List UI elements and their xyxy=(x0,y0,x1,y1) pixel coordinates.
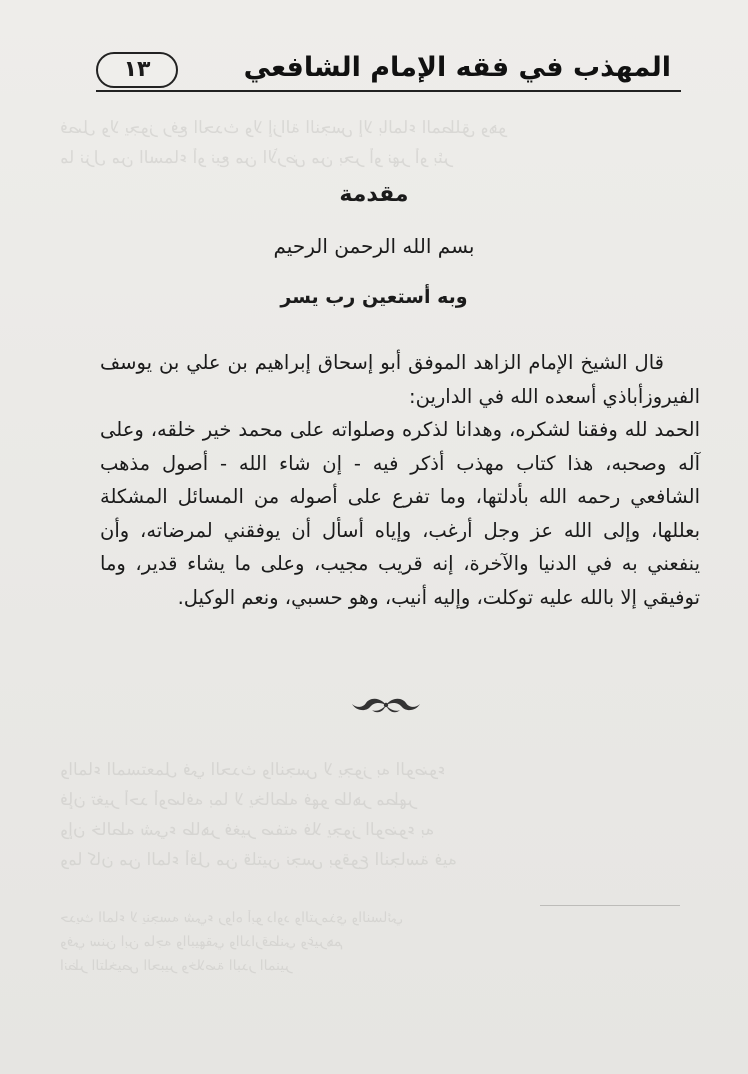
footnote-rule xyxy=(540,905,680,906)
paragraph-main: الحمد لله وفقنا لشكره، وهدانا لذكره وصلواته على محمد خير خلقه، وعلى آله وصحبه، هذا كتاب مهذب أذكر فيه - إن شاء الله - أصول مذهب الشافعي رحمه الله بأدلتها، وما تفرع على أصوله من المسائل المشكلة بعللها، وإلى الله عز وجل أرغب، وإياه أسأل أن يوفقني لمرضاته، وأن ينفعني به في الدنيا والآخرة، إنه قريب مجيب، وعلى ما يشاء قدير، وما توفيقي إلا بالله عليه توكلت، وإليه أنيب، وهو حسبي، ونعم الوكيل. xyxy=(100,418,700,609)
body-text xyxy=(100,346,700,614)
ornament-divider-icon xyxy=(346,694,426,716)
paragraph-intro: قال الشيخ الإمام الزاهد الموفق أبو إسحاق إبراهيم بن علي بن يوسف الفيروزأباذي أسعده الله في الدارين: xyxy=(100,351,700,408)
header-rule xyxy=(96,90,681,92)
invocation-line: وبه أستعين رب يسر xyxy=(280,286,468,308)
page-number-badge: ١٣ xyxy=(96,52,178,88)
section-title: مقدمة xyxy=(339,182,409,207)
book-page: فصل ولا يجوز رفع الحدث ولا إزالة النجس إلا بالماء المطلق وهو ما نزل من السماء أو نبع من الأرض من بحر أو نهر أو بئر والماء المستعمل في الحدث والنجس لا يجوز به الوضوء فإن تغير أحد أوصافه بما لا يخالطه فهو طاهر مطهر وإن خالطه شيء طاهر فغير صفته فلا يجوز الوضوء به وما كان من الماء أقل من قلتين نجس بوقوع النجاسة فيه حديث الماء لا ينجسه شيء رواه أبو داود والترمذي والنسائي وفي سنن ابن ماجه والبيهقي والدارقطني وغيرهم انظر التلخيص الحبير وخلاصة البدر المنير المهذب في فقه الإمام الشافعي ١٣ مقدمة بسم الله الرحمن الرحيم وبه أستعين رب يسر قال الشيخ الإمام الزاهد الموفق أبو إسحاق إبراهيم بن علي بن يوسف الفيروزأباذي أسعده الله في الدارين: الحمد لله وفقنا لشكره، وهدانا لذكره وصلواته على محمد خير خلقه، وعلى آله وصحبه، هذا كتاب مهذب أذكر فيه - إن شاء الله - أصول مذهب الشافعي رحمه الله بأدلتها، وما تفرع على أصوله من المسائل المشكلة بعللها، وإلى الله عز وجل أرغب، وإياه أسأل أن يوفقني لمرضاته، وأن ينفعني به في الدنيا والآخرة، إنه قريب مجيب، وعلى ما يشاء قدير، وما توفيقي إلا بالله عليه توكلت، وإليه أنيب، وهو حسبي، ونعم الوكيل. xyxy=(0,0,748,1074)
basmala: بسم الله الرحمن الرحيم xyxy=(273,234,475,258)
book-title: المهذب في فقه الإمام الشافعي xyxy=(243,52,671,83)
running-header xyxy=(96,46,681,98)
